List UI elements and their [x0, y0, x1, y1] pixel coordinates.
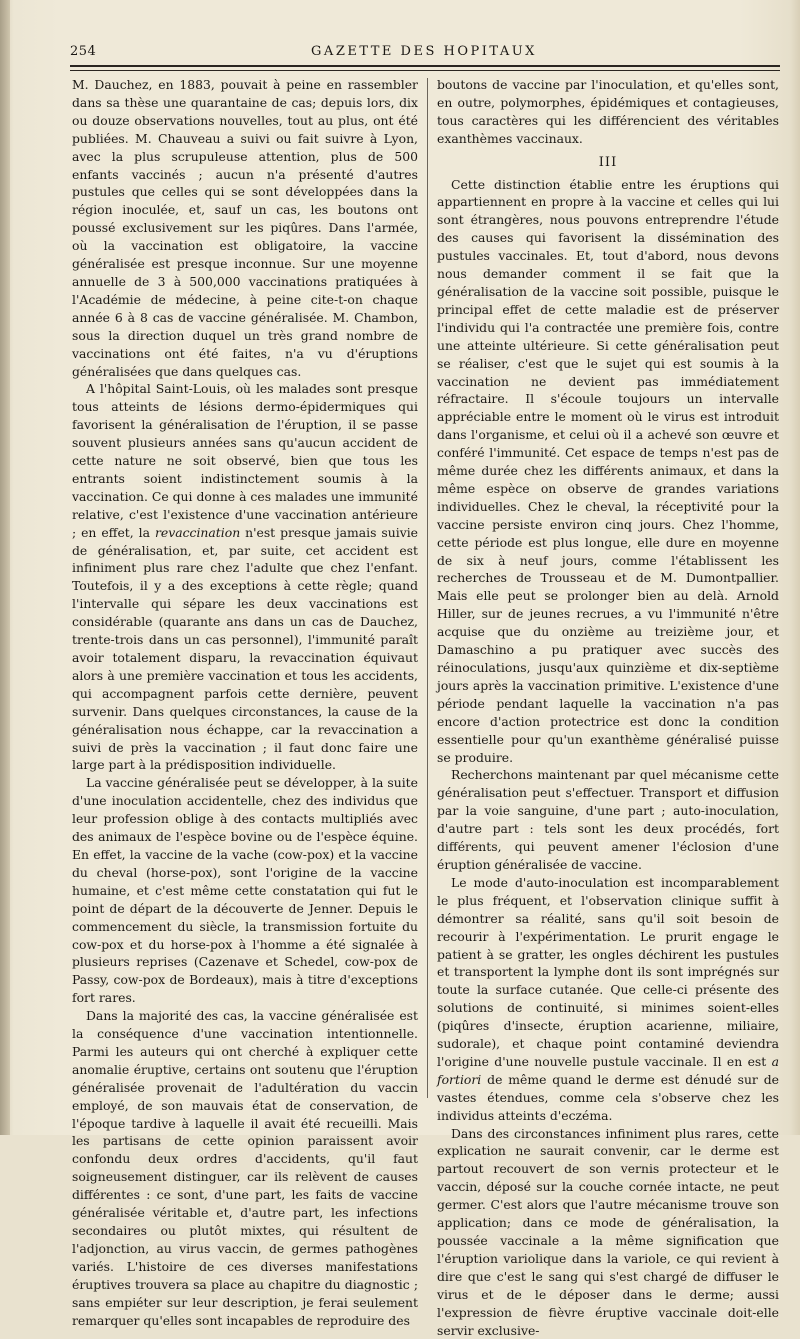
journal-title: GAZETTE DES HOPITAUX [311, 44, 537, 59]
text-run: n'est presque jamais suivie de généralisation, et, par suite, cet accident est infiniment plus rare chez l'adulte que chez l'enfant. Toutefois, il y a des exceptions à cette règle; quand l'intervalle qui sépare les deux vaccinations est considérable (quarante ans dans un cas de Dauchez, trente-trois dans un cas personnel), l'immunité paraît avoir totalement disparu, la revaccination équivaut alors à une première vaccination et tous les accidents, qui accompagnent parfois cette dernière, peuvent survenir. Dans quelques circonstances, la cause de la généralisation nous échappe, car la revaccination a suivi de près la vaccination ; il faut donc faire une large part à la prédisposition individuelle. [72, 524, 419, 773]
right-column [437, 76, 779, 1339]
italic-term: a fortiori [437, 1053, 779, 1087]
left-column [72, 76, 418, 1329]
header-rule-thin [70, 70, 780, 71]
paragraph [437, 874, 779, 1125]
text-run: A l'hôpital Saint-Louis, où les malades sont presque tous atteints de lésions dermo-épidermiques qui favorisent la généralisation de l'éruption, il se passe souvent plusieurs années sans qu'aucun accident de cette nature ne soit observé, bien que tous les entrants soient indistinctement soumis à la vaccination. Ce qui donne à ces malades une immunité relative, c'est l'existence d'une vaccination antérieure ; en effet, la [72, 381, 418, 540]
paragraph [72, 380, 418, 774]
page-header [70, 44, 778, 64]
italic-term: revaccination [154, 524, 241, 540]
paragraph: M. Dauchez, en 1883, pouvait à peine en rassembler dans sa thèse une quarantaine de cas; depuis lors, dix ou douze observations nouvelles, tout au plus, ont été publiées. M. Chauveau a suivi ou fait suivre à Lyon, avec la plus scrupuleuse attention, plus de 500 enfants vaccinés ; aucun n'a présenté d'autres pustules que celles qui se sont développées dans la région inoculée, et, sauf un cas, les boutons ont poussé exclusivement sur les piqûres. Dans l'armée, où la vaccination est obligatoire, la vaccine généralisée est presque inconnue. Sur une moyenne annuelle de 3 à 500,000 vaccinations pratiquées à l'Académie de médecine, à peine cite-t-on chaque année 6 à 8 cas de vaccine généralisée. M. Chambon, sous la direction duquel un très grand nombre de vaccinations ont été faites, n'a vu d'éruptions généralisées que dans quelques cas. [72, 77, 418, 379]
paragraph: Dans la majorité des cas, la vaccine généralisée est la conséquence d'une vaccination intentionnelle. Parmi les auteurs qui ont cherché à expliquer cette anomalie éruptive, certains ont soutenu que l'éruption généralisée provenait de l'adultération du vaccin employé, de son mauvais état de conservation, de l'époque tardive à laquelle il avait été recueilli. Mais les partisans de cette opinion paraissent avoir confondu deux ordres d'accidents, qu'il faut soigneusement distinguer, car ils relèvent de causes différentes : ce sont, d'une part, les faits de vaccine généralisée véritable et, d'autre part, les infections secondaires ou plutôt mixtes, qui résultent de l'adjonction, au virus vaccin, de germes pathogènes variés. L'histoire de ces diverses manifestations éruptives trouvera sa place au chapitre du diagnostic ; sans empiéter sur leur description, je ferai seulement remarquer qu'elles sont incapables de reproduire des [72, 1008, 418, 1328]
paragraph: La vaccine généralisée peut se développer, à la suite d'une inoculation accidentelle, chez des individus que leur profession oblige à des contacts multipliés avec des animaux de l'espèce bovine ou de l'espèce équine. En effet, la vaccine de la vache (cow-pox) et la vaccine du cheval (horse-pox), sont l'origine de la vaccine humaine, et c'est même cette constatation qui fut le point de départ de la découverte de Jenner. Depuis le commencement du siècle, la transmission fortuite du cow-pox et du horse-pox à l'homme a été signalée à plusieurs reprises (Cazenave et Schedel, cow-pox de Passy, cow-pox de Bordeaux), mais à titre d'exceptions fort rares. [72, 775, 418, 1006]
paragraph: boutons de vaccine par l'inoculation, et qu'elles sont, en outre, polymorphes, épidémiques et contagieuses, tous caractères qui les différencient des véritables exanthèmes vaccinaux. [437, 77, 779, 146]
paragraph: Cette distinction établie entre les éruptions qui appartiennent en propre à la vaccine et celles qui lui sont étrangères, nous pouvons entreprendre l'étude des causes qui favorisent la dissémination des pustules vaccinales. Et, tout d'abord, nous devons nous demander comment il se fait que la généralisation de la vaccine soit possible, puisque le principal effet de cette maladie est de préserver l'individu qui l'a contractée une première fois, contre une atteinte ultérieure. Si cette généralisation peut se réaliser, c'est que le sujet qui est soumis à la vaccination ne devient pas immédiatement réfractaire. Il s'écoule toujours un intervalle appréciable entre le moment où le virus est introduit dans l'organisme, et celui où il a achevé son œuvre et conféré l'immunité. Cet espace de temps n'est pas de même durée chez les différents animaux, et dans la même espèce on observe de grandes variations individuelles. Chez le cheval, la réceptivité pour la vaccine persiste environ cinq jours. Chez l'homme, cette période est plus longue, elle dure en moyenne de six à neuf jours, comme l'établissent les recherches de Trousseau et de M. Dumontpallier. Mais elle peut se prolonger bien au delà. Arnold Hiller, sur de jeunes recrues, a vu l'immunité n'être acquise que du onzième au treizième jour, et Damaschino a pu pratiquer avec succès des réinoculations, jusqu'aux quinzième et dix-septième jours après la vaccination primitive. L'existence d'une période pendant laquelle la vaccination n'a pas encore d'action protectrice est donc la condition essentielle pour qu'un exanthème généralisé puisse se produire. [437, 176, 779, 765]
section-heading: III [598, 154, 618, 170]
column-divider [427, 78, 428, 1098]
paragraph: Recherchons maintenant par quel mécanisme cette généralisation peut s'effectuer. Transport et diffusion par la voie sanguine, d'une part ; auto-inoculation, d'autre part : tels sont les deux procédés, fort différents, qui peuvent amener l'éclosion d'une éruption généralisée de vaccine. [437, 767, 779, 872]
page-binding-edge [0, 0, 10, 1135]
header-rule [70, 65, 780, 67]
text-run: Le mode d'auto-inoculation est incomparablement le plus fréquent, et l'observation clinique suffit à démontrer sa réalité, sans qu'il soit besoin de recourir à l'expérimentation. Le prurit engage le patient à se gratter, les ongles déchirent les pustules et transportent la lymphe dont ils sont imprégnés sur toute la surface cutanée. Que celle-ci présente des solutions de continuité, si minimes soient-elles (piqûres d'insecte, éruption acarienne, miliaire, sudorale), et chaque point contaminé deviendra l'origine d'une nouvelle pustule vaccinale. Il en est [437, 874, 779, 1069]
text-run: de même quand le derme est dénudé sur de vastes étendues, comme cela s'observe chez les individus atteints d'eczéma. [437, 1071, 779, 1123]
page-number: 254 [70, 44, 97, 59]
paragraph: Dans des circonstances infiniment plus rares, cette explication ne saurait convenir, car le derme est partout recouvert de son vernis protecteur et le vaccin, déposé sur la couche cornée intacte, ne peut germer. C'est alors que l'autre mécanisme trouve son application; dans ce mode de généralisation, la poussée vaccinale a la même signification que l'éruption variolique dans la variole, ce qui revient à dire que c'est le sang qui s'est chargé de diffuser le virus et de le déposer dans le derme; aussi l'expression de fièvre éruptive vaccinale doit-elle servir exclusive- [437, 1125, 779, 1338]
